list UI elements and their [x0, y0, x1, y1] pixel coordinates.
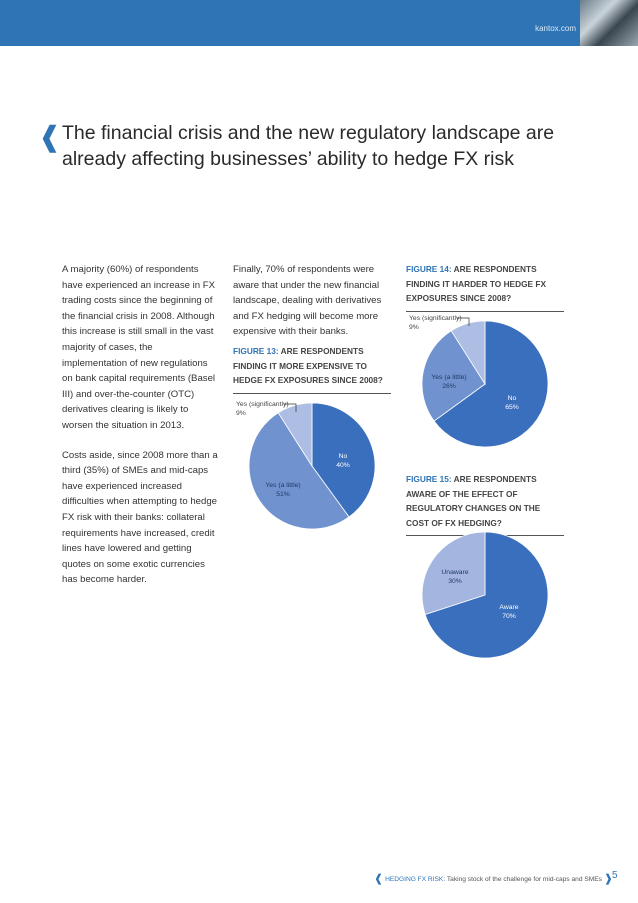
footer-left-bracket-icon: ❰ — [374, 873, 384, 885]
figure-13-label: FIGURE 13: — [233, 346, 279, 356]
figure-15-slice-value: 70% — [502, 613, 516, 620]
figure-14-slice-label: Yes (a little) — [431, 374, 467, 381]
figure-14-slice-value: 9% — [409, 324, 419, 331]
figure-13-slice-label: No — [338, 453, 348, 460]
figure-13-slice-label: Yes (significantly) — [236, 401, 289, 408]
site-url[interactable]: kantox.com — [535, 24, 576, 33]
figure-15-slice-label: Unaware — [441, 569, 469, 576]
figure-14-label: FIGURE 14: — [406, 264, 452, 274]
figure-14-title: ARE RESPONDENTS FINDING IT HARDER TO HEDGE FX EXPOSURES SINCE 2008? — [406, 264, 546, 303]
figure-13-slice-value: 9% — [236, 410, 246, 417]
footer-subtitle: Taking stock of the challenge for mid-caps and SMEs — [446, 876, 602, 883]
figure-13-title: ARE RESPONDENTS FINDING IT MORE EXPENSIVE TO HEDGE FX EXPOSURES SINCE 2008? — [233, 346, 383, 385]
figure-15-slice-value: 30% — [448, 578, 462, 585]
figure-14-slice-label: Yes (significantly) — [409, 315, 462, 322]
footer — [374, 872, 613, 885]
figure-13-slice-value: 40% — [336, 462, 350, 469]
figure-13-slice-label: Yes (a little) — [265, 482, 301, 489]
figure-15-label: FIGURE 15: — [406, 474, 452, 484]
page-number: 5 — [612, 870, 618, 881]
figure-14-slice-value: 65% — [505, 404, 519, 411]
col1-paragraph-2: Costs aside, since 2008 more than a third (35%) of SMEs and mid-caps have experienced increased difficulties when attempting to hedge FX risk with their banks: collateral requirements have increased, credit lines have lowered and getting quotes on some exotic currencies has become harder. — [62, 449, 218, 586]
footer-right-bracket-icon: ❱ — [603, 873, 613, 885]
col2-paragraph-1: Finally, 70% of respondents were aware that under the new financial landscape, dealing with derivatives and FX hedging will become more expensive with their banks. — [233, 264, 382, 338]
page-title-line-1: The financial crisis and the new regulatory landscape are — [62, 122, 555, 144]
figure-13-slice-value: 51% — [276, 491, 290, 498]
col1-paragraph-1: A majority (60%) of respondents have experienced an increase in FX trading costs since the beginning of the financial crisis in 2008. Although this increase is still small in the vast majority of cases, the implementation of new regulations on bank capital requirements (Basel III) and over-the-counter (OTC) derivatives clearing is likely to worsen the situation in 2013. — [62, 264, 216, 431]
figure-15-slice-label: Aware — [499, 604, 519, 611]
figure-14-slice-label: No — [507, 395, 517, 402]
figure-15-title: ARE RESPONDENTS AWARE OF THE EFFECT OF REGULATORY CHANGES ON THE COST OF FX HEDGING? — [406, 474, 541, 528]
page-title-line-2: already affecting businesses’ ability to hedge FX risk — [62, 148, 514, 170]
figure-14-slice-value: 26% — [442, 383, 456, 390]
title-bracket-icon: ❰ — [38, 121, 62, 152]
footer-series: HEDGING FX RISK: — [385, 876, 446, 883]
